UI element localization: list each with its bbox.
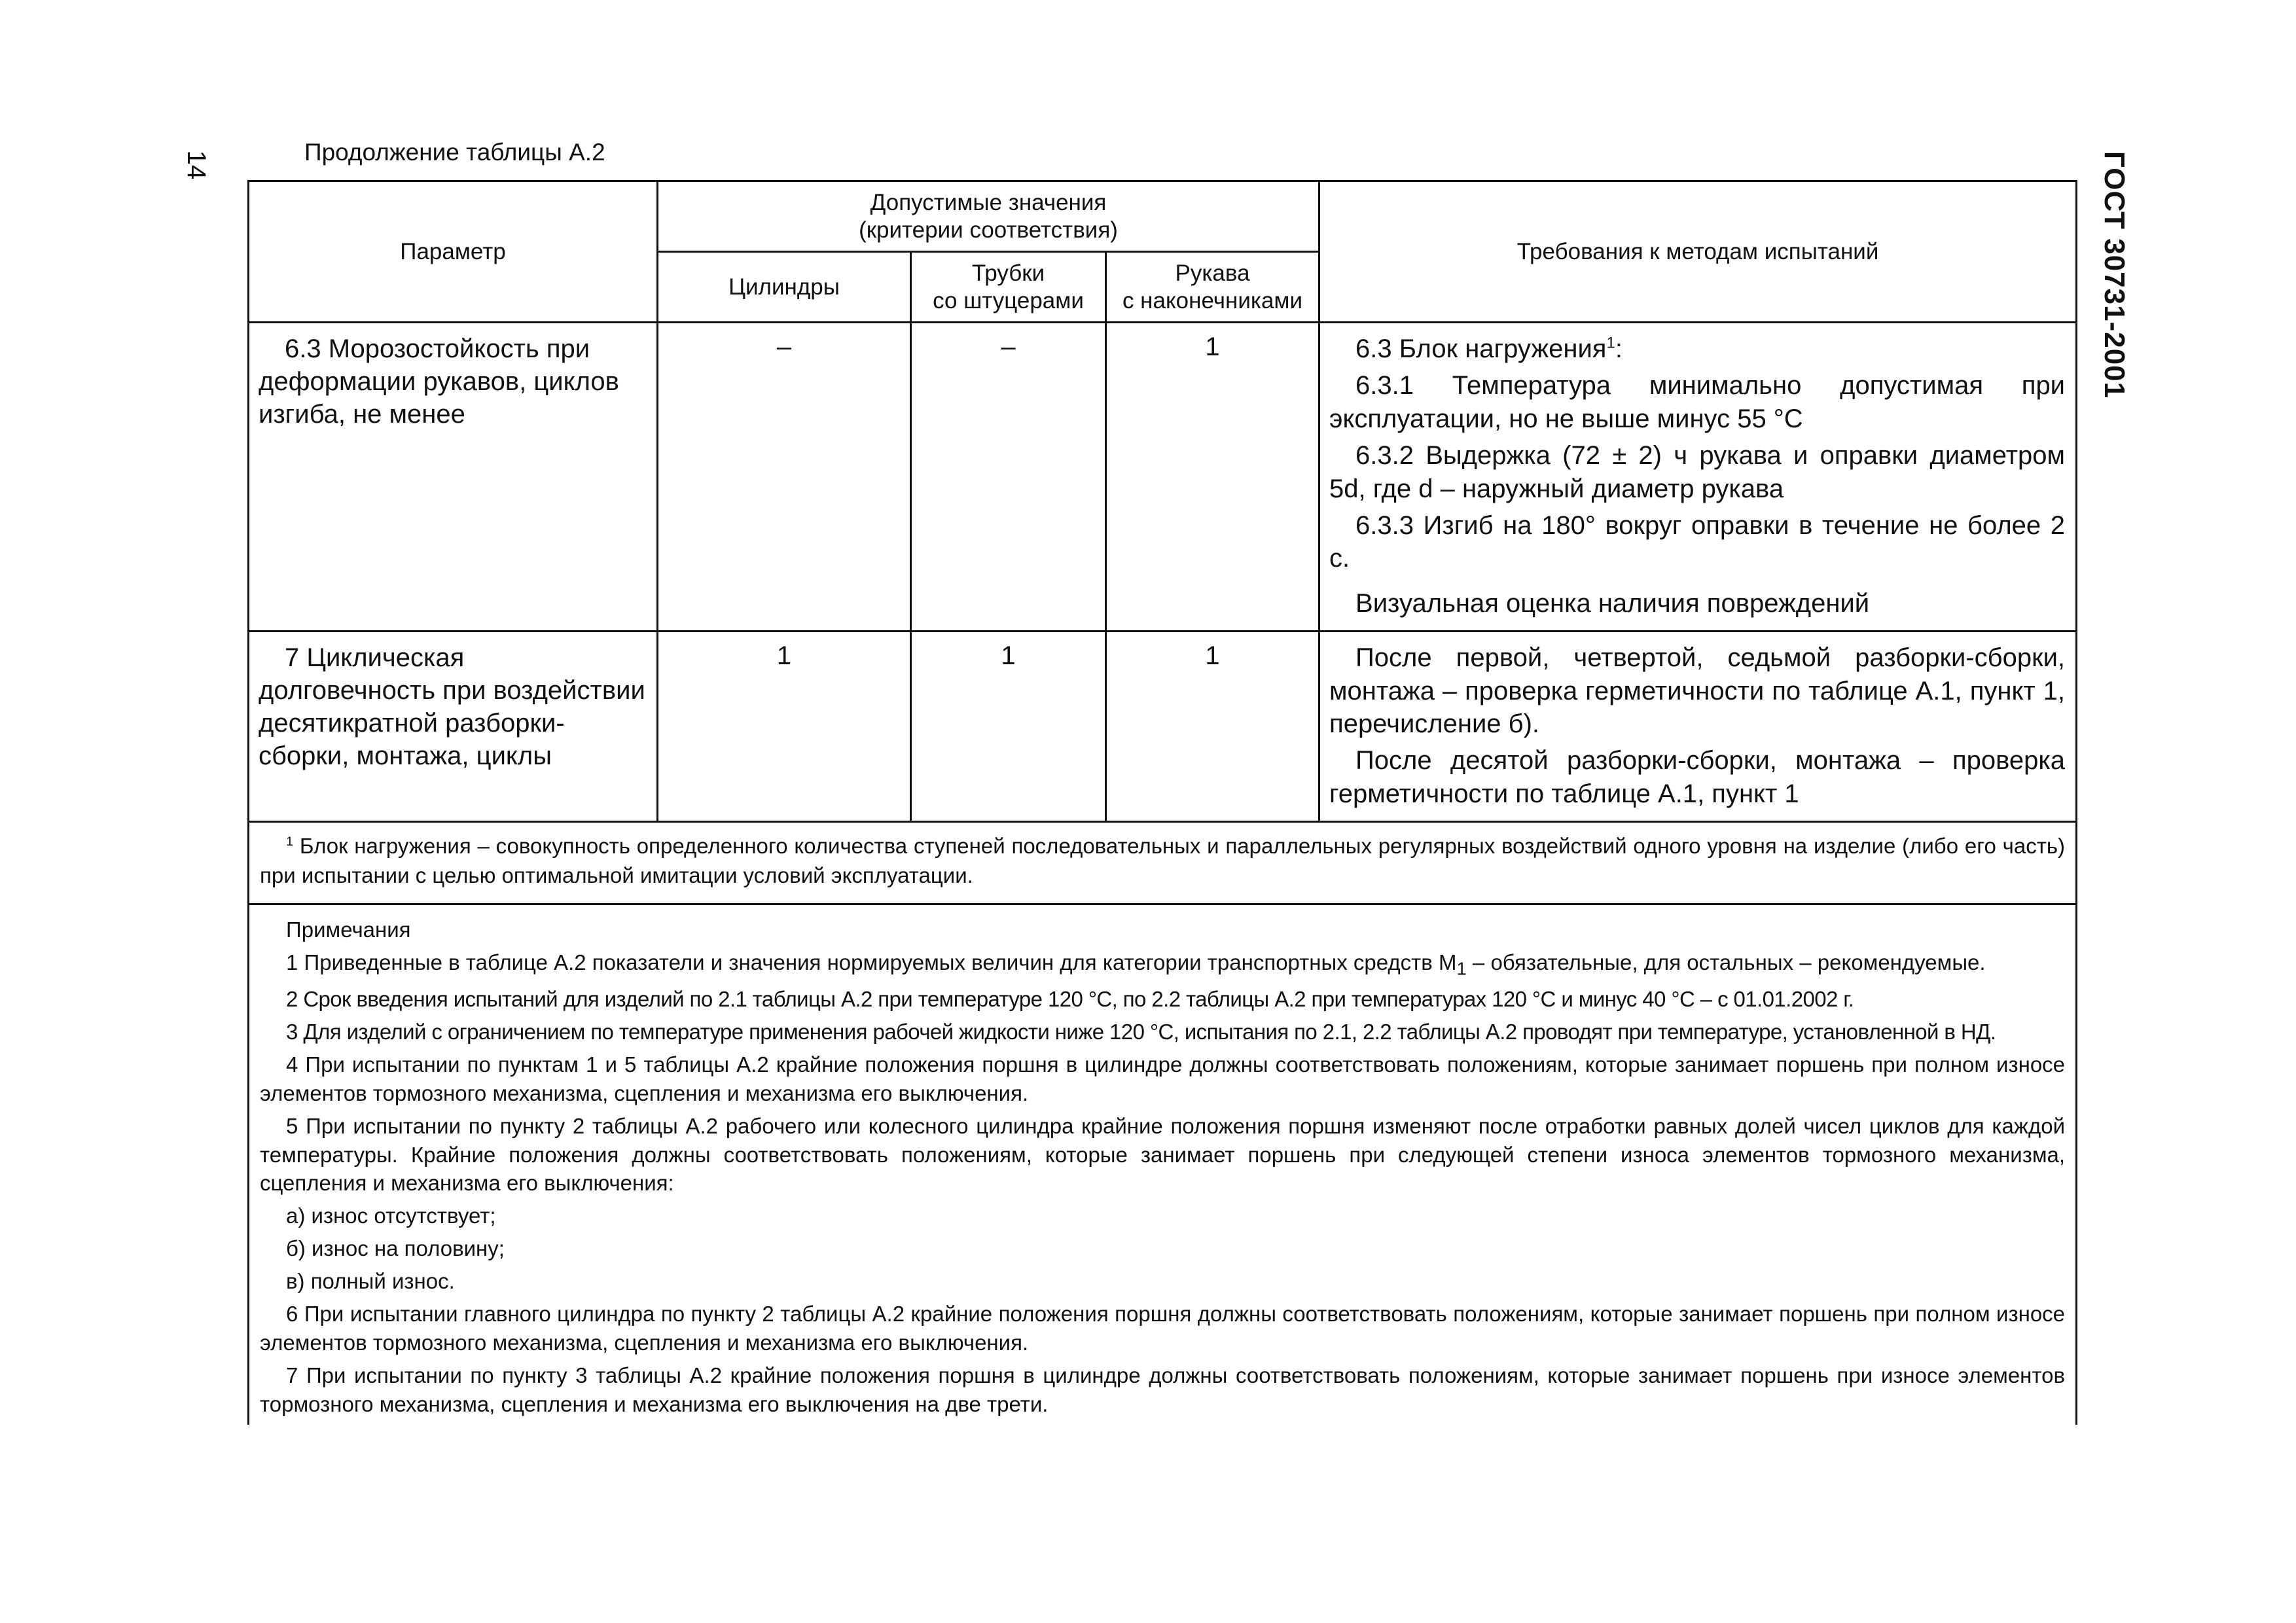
footnote-number: 1 [286,834,294,849]
header-param: Параметр [249,181,658,323]
table-row [249,632,2077,822]
header-requirements: Требования к методам испытаний [1319,181,2077,323]
requirement-item: После первой, четвертой, седьмой разборки-сборки, монтажа – проверка герметичности по таблице А.1, пункт 1, перечисление б). [1329,643,2066,738]
note-item: а) износ отсутствует; [286,1204,496,1228]
standard-label: ГОСТ 30731-2001 [2098,151,2130,399]
header-allowed-line2: (критерии соответствия) [859,217,1118,243]
note-item: б) износ на половину; [286,1236,505,1261]
header-hoses [1106,252,1319,323]
header-allowed-line1: Допустимые значения [870,189,1107,215]
header-tubes [911,252,1106,323]
note-item: 3 Для изделий с ограничением по температуре применения рабочей жидкости ниже 120 °С, испытания по 2.1, 2.2 таблицы А.2 проводят при температуре, установленной в НД. [286,1020,1996,1044]
requirement-item: 6.3.3 Изгиб на 180° вокруг оправки в течение не более 2 с. [1329,510,2066,573]
row-requirements [1319,323,2077,632]
table-row [249,323,2077,632]
row-tubes-value: 1 [911,632,1106,822]
row-param-cell [249,323,658,632]
notes-title: Примечания [286,918,411,942]
requirement-item: После десятой разборки-сборки, монтажа – проверка герметичности по таблице А.1, пункт 1 [1329,746,2066,808]
note-1-text: 1 Приведенные в таблице А.2 показатели и значения нормируемых величин для категории транспортных средств М [286,950,1457,975]
header-allowed-values [658,181,1319,252]
header-tubes-line1: Трубки [971,260,1045,286]
header-hoses-line1: Рукава [1175,260,1250,286]
footnote-cell [249,822,2077,904]
note-item [260,948,2065,981]
row-requirements [1319,632,2077,822]
row-cylinders-value: 1 [658,632,911,822]
row-param: 6.3 Морозостойкость при деформации рукавов, циклов изгиба, не менее [259,334,619,429]
row-param-cell [249,632,658,822]
requirement-item: Визуальная оценка наличия повреждений [1355,588,1870,618]
note-item: 5 При испытании по пункту 2 таблицы А.2 рабочего или колесного цилиндра крайние положения поршня изменяют после отработки равных долей чисел циклов для каждой температуры. Крайние положения должны соответствовать положениям, которые занимает поршень при следующей степени износа элементов тормозного механизма, сцепления и механизма его выключения: [260,1113,2066,1196]
notes-row [249,904,2077,1425]
header-tubes-line2: со штуцерами [933,287,1084,313]
note-item: 4 При испытании по пунктам 1 и 5 таблицы А.2 крайние положения поршня в цилиндре должны соответствовать положениям, которые занимает поршень при полном износе элементов тормозного механизма, сцепления и механизма его выключения. [260,1052,2066,1105]
header-cylinders: Цилиндры [658,252,911,323]
requirement-title [1329,332,2065,365]
requirement-title-tail: : [1615,334,1623,363]
footnote-ref: 1 [1606,334,1615,352]
requirement-item: 6.3.1 Температура минимально допустимая при эксплуатации, но не выше минус 55 °С [1329,371,2066,433]
footnote [260,832,2065,890]
row-hoses-value: 1 [1106,632,1319,822]
requirement-item: 6.3.2 Выдержка (72 ± 2) ч рукава и оправки диаметром 5d, где d – наружный диаметр рукава [1329,441,2066,503]
note-item: 2 Срок введения испытаний для изделий по 2.1 таблицы А.2 при температуре 120 °С, по 2.2 таблицы А.2 при температурах 120 °С и минус 40 °С – с 01.01.2002 г. [286,987,1854,1012]
row-tubes-value: – [911,323,1106,632]
notes-cell [249,904,2077,1425]
requirement-title-text: 6.3 Блок нагружения [1355,334,1607,363]
footnote-row [249,822,2077,904]
row-param: 7 Циклическая долговечность при воздействии десятикратной разборки-сборки, монтажа, циклы [259,643,645,771]
page-number: 14 [182,150,211,180]
footnote-text: Блок нагружения – совокупность определенного количества ступеней последовательных и параллельных регулярных воздействий одного уровня на изделие (либо его часть) при испытании с целью оптимальной имитации условий эксплуатации. [260,834,2066,887]
note-item: 6 При испытании главного цилиндра по пункту 2 таблицы А.2 крайние положения поршня должны соответствовать положениям, которые занимает поршень при полном износе элементов тормозного механизма, сцепления и механизма его выключения. [260,1301,2066,1355]
row-cylinders-value: – [658,323,911,632]
requirements-table [247,180,2077,1425]
row-hoses-value: 1 [1106,323,1319,632]
header-hoses-line2: с наконечниками [1122,287,1303,313]
note-item: 7 При испытании по пункту 3 таблицы А.2 крайние положения поршня в цилиндре должны соответствовать положениям, которые занимает поршень при износе элементов тормозного механизма, сцепления и механизма его выключения на две трети. [260,1363,2066,1416]
note-item: в) полный износ. [286,1269,455,1294]
table-caption: Продолжение таблицы А.2 [304,139,605,166]
note-1-subscript: 1 [1456,958,1467,979]
note-1-tail: – обязательные, для остальных – рекомендуемые. [1466,950,1986,975]
